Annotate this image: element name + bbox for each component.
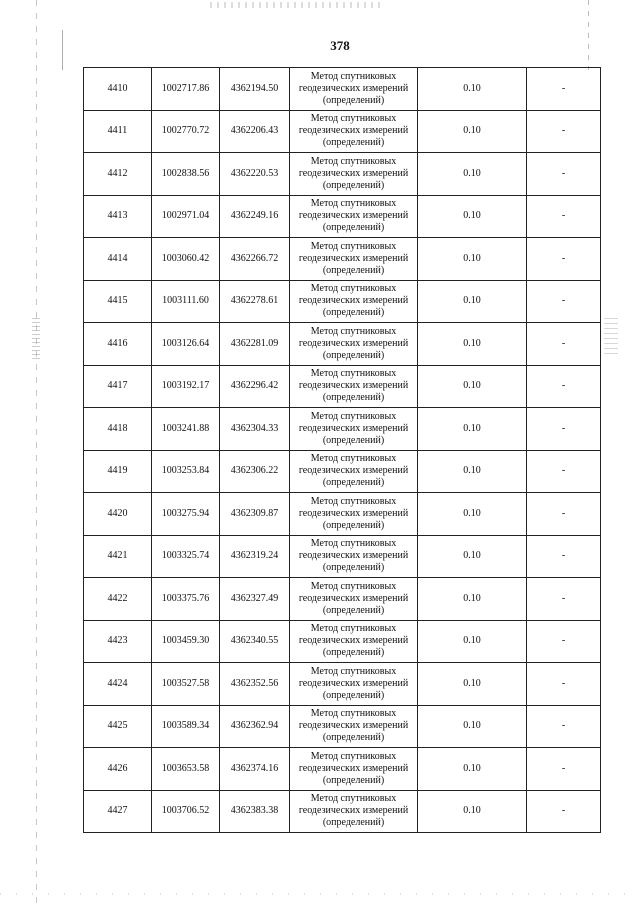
method-text-line: геодезических измерений bbox=[298, 805, 409, 817]
x-coordinate-cell: 1003375.76 bbox=[152, 578, 220, 621]
table-row bbox=[84, 790, 601, 833]
method-text-line: Метод спутниковых bbox=[310, 623, 397, 635]
table-row bbox=[84, 365, 601, 408]
x-coordinate-cell: 1003275.94 bbox=[152, 493, 220, 536]
method-text-line: Метод спутниковых bbox=[310, 708, 397, 720]
x-coordinate-cell: 1003111.60 bbox=[152, 280, 220, 323]
point-number-cell: 4426 bbox=[84, 748, 152, 791]
extra-cell: - bbox=[527, 705, 601, 748]
method-text-line: (определений) bbox=[322, 392, 385, 404]
method-text-line: геодезических измерений bbox=[298, 210, 409, 222]
scan-edge-artifact bbox=[36, 0, 37, 905]
extra-cell: - bbox=[527, 408, 601, 451]
method-cell bbox=[290, 493, 418, 536]
precision-cell: 0.10 bbox=[418, 450, 527, 493]
precision-cell: 0.10 bbox=[418, 195, 527, 238]
extra-cell: - bbox=[527, 110, 601, 153]
method-text-line: Метод спутниковых bbox=[310, 240, 397, 252]
method-text-line: (определений) bbox=[322, 349, 385, 361]
point-number-cell: 4418 bbox=[84, 408, 152, 451]
precision-cell: 0.10 bbox=[418, 705, 527, 748]
method-cell bbox=[290, 450, 418, 493]
method-text-line: геодезических измерений bbox=[298, 252, 409, 264]
precision-cell: 0.10 bbox=[418, 153, 527, 196]
extra-cell: - bbox=[527, 535, 601, 578]
precision-cell: 0.10 bbox=[418, 68, 527, 111]
table-row bbox=[84, 705, 601, 748]
x-coordinate-cell: 1002971.04 bbox=[152, 195, 220, 238]
method-text-line: Метод спутниковых bbox=[310, 538, 397, 550]
precision-cell: 0.10 bbox=[418, 663, 527, 706]
method-text-line: геодезических измерений bbox=[298, 677, 409, 689]
method-text-line: Метод спутниковых bbox=[310, 198, 397, 210]
extra-cell: - bbox=[527, 748, 601, 791]
point-number-cell: 4423 bbox=[84, 620, 152, 663]
method-text-line: геодезических измерений bbox=[298, 422, 409, 434]
method-text-line: Метод спутниковых bbox=[310, 70, 397, 82]
method-text-line: (определений) bbox=[322, 817, 385, 829]
precision-cell: 0.10 bbox=[418, 790, 527, 833]
method-text-line: (определений) bbox=[322, 434, 385, 446]
method-text-line: геодезических измерений bbox=[298, 167, 409, 179]
y-coordinate-cell: 4362281.09 bbox=[220, 323, 290, 366]
y-coordinate-cell: 4362278.61 bbox=[220, 280, 290, 323]
method-cell bbox=[290, 620, 418, 663]
method-text-line: геодезических измерений bbox=[298, 380, 409, 392]
x-coordinate-cell: 1003060.42 bbox=[152, 238, 220, 281]
method-text-line: (определений) bbox=[322, 222, 385, 234]
method-text-line: геодезических измерений bbox=[298, 337, 409, 349]
point-number-cell: 4419 bbox=[84, 450, 152, 493]
y-coordinate-cell: 4362383.38 bbox=[220, 790, 290, 833]
precision-cell: 0.10 bbox=[418, 408, 527, 451]
y-coordinate-cell: 4362304.33 bbox=[220, 408, 290, 451]
method-cell bbox=[290, 705, 418, 748]
method-text-line: Метод спутниковых bbox=[310, 368, 397, 380]
x-coordinate-cell: 1003459.30 bbox=[152, 620, 220, 663]
y-coordinate-cell: 4362249.16 bbox=[220, 195, 290, 238]
point-number-cell: 4417 bbox=[84, 365, 152, 408]
x-coordinate-cell: 1003527.58 bbox=[152, 663, 220, 706]
y-coordinate-cell: 4362206.43 bbox=[220, 110, 290, 153]
method-text-line: (определений) bbox=[322, 774, 385, 786]
table-row bbox=[84, 408, 601, 451]
method-text-line: Метод спутниковых bbox=[310, 453, 397, 465]
y-coordinate-cell: 4362362.94 bbox=[220, 705, 290, 748]
x-coordinate-cell: 1002838.56 bbox=[152, 153, 220, 196]
x-coordinate-cell: 1003589.34 bbox=[152, 705, 220, 748]
method-text-line: Метод спутниковых bbox=[310, 325, 397, 337]
table-row bbox=[84, 620, 601, 663]
method-text-line: геодезических измерений bbox=[298, 465, 409, 477]
method-text-line: (определений) bbox=[322, 307, 385, 319]
method-text-line: (определений) bbox=[322, 562, 385, 574]
method-text-line: (определений) bbox=[322, 264, 385, 276]
table-row bbox=[84, 578, 601, 621]
scan-noise-artifact bbox=[32, 318, 40, 360]
extra-cell: - bbox=[527, 493, 601, 536]
method-cell bbox=[290, 195, 418, 238]
y-coordinate-cell: 4362266.72 bbox=[220, 238, 290, 281]
precision-cell: 0.10 bbox=[418, 748, 527, 791]
extra-cell: - bbox=[527, 578, 601, 621]
method-text-line: (определений) bbox=[322, 94, 385, 106]
method-text-line: геодезических измерений bbox=[298, 720, 409, 732]
point-number-cell: 4416 bbox=[84, 323, 152, 366]
table-row bbox=[84, 68, 601, 111]
table-row bbox=[84, 153, 601, 196]
method-text-line: (определений) bbox=[322, 647, 385, 659]
method-cell bbox=[290, 408, 418, 451]
y-coordinate-cell: 4362352.56 bbox=[220, 663, 290, 706]
method-cell bbox=[290, 238, 418, 281]
precision-cell: 0.10 bbox=[418, 365, 527, 408]
precision-cell: 0.10 bbox=[418, 493, 527, 536]
x-coordinate-cell: 1003253.84 bbox=[152, 450, 220, 493]
precision-cell: 0.10 bbox=[418, 578, 527, 621]
table-row bbox=[84, 110, 601, 153]
method-cell bbox=[290, 790, 418, 833]
point-number-cell: 4410 bbox=[84, 68, 152, 111]
method-text-line: Метод спутниковых bbox=[310, 410, 397, 422]
page-number: 378 bbox=[330, 38, 350, 53]
method-cell bbox=[290, 663, 418, 706]
method-text-line: (определений) bbox=[322, 519, 385, 531]
point-number-cell: 4414 bbox=[84, 238, 152, 281]
point-number-cell: 4427 bbox=[84, 790, 152, 833]
method-cell bbox=[290, 365, 418, 408]
table-row bbox=[84, 323, 601, 366]
y-coordinate-cell: 4362319.24 bbox=[220, 535, 290, 578]
x-coordinate-cell: 1003126.64 bbox=[152, 323, 220, 366]
method-text-line: Метод спутниковых bbox=[310, 283, 397, 295]
point-number-cell: 4424 bbox=[84, 663, 152, 706]
method-text-line: геодезических измерений bbox=[298, 507, 409, 519]
method-text-line: геодезических измерений bbox=[298, 82, 409, 94]
point-number-cell: 4420 bbox=[84, 493, 152, 536]
extra-cell: - bbox=[527, 323, 601, 366]
y-coordinate-cell: 4362309.87 bbox=[220, 493, 290, 536]
table-row bbox=[84, 663, 601, 706]
method-text-line: Метод спутниковых bbox=[310, 793, 397, 805]
method-cell bbox=[290, 578, 418, 621]
x-coordinate-cell: 1002770.72 bbox=[152, 110, 220, 153]
method-cell bbox=[290, 323, 418, 366]
method-text-line: Метод спутниковых bbox=[310, 665, 397, 677]
y-coordinate-cell: 4362220.53 bbox=[220, 153, 290, 196]
extra-cell: - bbox=[527, 790, 601, 833]
precision-cell: 0.10 bbox=[418, 535, 527, 578]
method-text-line: (определений) bbox=[322, 732, 385, 744]
method-text-line: Метод спутниковых bbox=[310, 750, 397, 762]
point-number-cell: 4415 bbox=[84, 280, 152, 323]
y-coordinate-cell: 4362340.55 bbox=[220, 620, 290, 663]
method-cell bbox=[290, 535, 418, 578]
scan-noise-artifact bbox=[604, 318, 618, 358]
scan-edge-artifact bbox=[588, 0, 589, 70]
coordinates-table-body bbox=[84, 68, 601, 833]
y-coordinate-cell: 4362296.42 bbox=[220, 365, 290, 408]
y-coordinate-cell: 4362306.22 bbox=[220, 450, 290, 493]
extra-cell: - bbox=[527, 238, 601, 281]
method-text-line: Метод спутниковых bbox=[310, 113, 397, 125]
method-text-line: (определений) bbox=[322, 477, 385, 489]
point-number-cell: 4425 bbox=[84, 705, 152, 748]
x-coordinate-cell: 1003192.17 bbox=[152, 365, 220, 408]
table-row bbox=[84, 748, 601, 791]
precision-cell: 0.10 bbox=[418, 110, 527, 153]
extra-cell: - bbox=[527, 620, 601, 663]
scan-noise-artifact bbox=[210, 2, 380, 8]
y-coordinate-cell: 4362327.49 bbox=[220, 578, 290, 621]
precision-cell: 0.10 bbox=[418, 620, 527, 663]
extra-cell: - bbox=[527, 153, 601, 196]
method-text-line: (определений) bbox=[322, 689, 385, 701]
scan-noise-artifact bbox=[0, 893, 640, 895]
extra-cell: - bbox=[527, 280, 601, 323]
table-row bbox=[84, 280, 601, 323]
precision-cell: 0.10 bbox=[418, 323, 527, 366]
extra-cell: - bbox=[527, 365, 601, 408]
point-number-cell: 4413 bbox=[84, 195, 152, 238]
y-coordinate-cell: 4362374.16 bbox=[220, 748, 290, 791]
extra-cell: - bbox=[527, 450, 601, 493]
point-number-cell: 4422 bbox=[84, 578, 152, 621]
y-coordinate-cell: 4362194.50 bbox=[220, 68, 290, 111]
table-row bbox=[84, 450, 601, 493]
x-coordinate-cell: 1003653.58 bbox=[152, 748, 220, 791]
extra-cell: - bbox=[527, 663, 601, 706]
method-text-line: Метод спутниковых bbox=[310, 495, 397, 507]
extra-cell: - bbox=[527, 68, 601, 111]
x-coordinate-cell: 1002717.86 bbox=[152, 68, 220, 111]
method-text-line: геодезических измерений bbox=[298, 762, 409, 774]
method-cell bbox=[290, 153, 418, 196]
method-text-line: Метод спутниковых bbox=[310, 580, 397, 592]
method-text-line: (определений) bbox=[322, 179, 385, 191]
method-text-line: Метод спутниковых bbox=[310, 155, 397, 167]
precision-cell: 0.10 bbox=[418, 280, 527, 323]
table-row bbox=[84, 238, 601, 281]
method-text-line: (определений) bbox=[322, 137, 385, 149]
table-row bbox=[84, 493, 601, 536]
extra-cell: - bbox=[527, 195, 601, 238]
point-number-cell: 4421 bbox=[84, 535, 152, 578]
method-text-line: (определений) bbox=[322, 604, 385, 616]
method-cell bbox=[290, 748, 418, 791]
x-coordinate-cell: 1003325.74 bbox=[152, 535, 220, 578]
precision-cell: 0.10 bbox=[418, 238, 527, 281]
method-text-line: геодезических измерений bbox=[298, 635, 409, 647]
method-cell bbox=[290, 110, 418, 153]
coordinates-table bbox=[83, 67, 601, 833]
point-number-cell: 4411 bbox=[84, 110, 152, 153]
method-text-line: геодезических измерений bbox=[298, 550, 409, 562]
method-text-line: геодезических измерений bbox=[298, 295, 409, 307]
method-cell bbox=[290, 68, 418, 111]
table-row bbox=[84, 535, 601, 578]
method-text-line: геодезических измерений bbox=[298, 592, 409, 604]
x-coordinate-cell: 1003706.52 bbox=[152, 790, 220, 833]
method-text-line: геодезических измерений bbox=[298, 125, 409, 137]
x-coordinate-cell: 1003241.88 bbox=[152, 408, 220, 451]
method-cell bbox=[290, 280, 418, 323]
point-number-cell: 4412 bbox=[84, 153, 152, 196]
table-row bbox=[84, 195, 601, 238]
